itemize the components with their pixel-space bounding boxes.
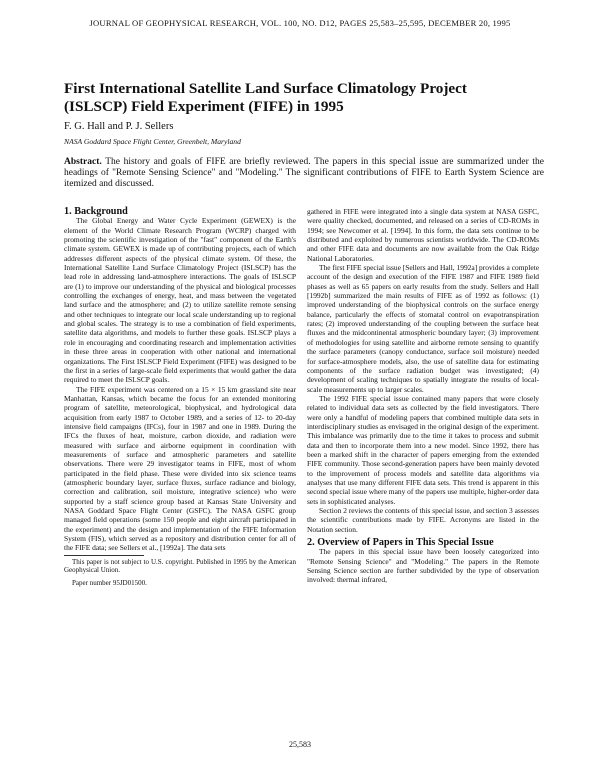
right-paragraph-4: Section 2 reviews the contents of this special issue, and section 3 assesses the scientific contributions made by FIFE. Acronyms are listed in the Notation section.	[307, 506, 539, 534]
footnote-copyright: This paper is not subject to U.S. copyright. Published in 1995 by the American Geophysical Union.	[64, 557, 296, 575]
abstract-text: The history and goals of FIFE are briefly reviewed. The papers in this special issue are summarized under the headings of "Remote Sensing Science" and "Modeling." The significant contributions of FIFE to Earth System Science are itemized and discussed.	[64, 157, 544, 189]
right-paragraph-3: The 1992 FIFE special issue contained many papers that were closely related to individual data sets as collected by the field investigators. There were only a handful of modeling papers that combined multiple data sets in interdisciplinary studies as envisaged in the original design of the experiment. This imbalance was primarily due to the time it takes to process and submit data and then to incorporate them into a new model. Since 1992, there has been a marked shift in the character of papers emerging from the extended FIFE community. Those second-generation papers have been mainly devoted to the improvement of process models and satellite data algorithms via analyses that use many different FIFE data sets. This trend is apparent in this second special issue where many of the papers use multiple, higher-order data sets in sophisticated analyses.	[307, 393, 539, 506]
right-paragraph-5: The papers in this special issue have been loosely categorized into "Remote Sensing Science" and "Modeling." The papers in the Remote Sensing Science section are further subdivided by the type of observation involved: thermal infrared,	[307, 547, 539, 585]
right-column	[307, 207, 539, 585]
left-paragraph-1: The Global Energy and Water Cycle Experiment (GEWEX) is the element of the World Climate Research Program (WCRP) charged with promoting the scientific investigation of the "fast" component of the Earth's climate system. GEWEX is made up of contributing projects, each of which addresses different aspects of the physical climate system. Of these, the International Satellite Land Surface Climatology Project (ISLSCP) has the lead role in addressing land-atmosphere interactions. The goals of ISLSCP are (1) to improve our understanding of the physical and biological processes controlling the exchanges of energy, heat, and mass between the vegetated land surface and the atmosphere; and (2) to utilize satellite remote sensing and other techniques to integrate our local scale understanding up to regional and global scales. The strategy is to use a combination of field experiments, satellite data algorithms, and models to further these goals. ISLSCP plays a role in encouraging and coordinating research and implementation activities in these three areas in cooperation with other national and international organizations. The First ISLSCP Field Experiment (FIFE) was designed to be the first in a series of large-scale field experiments that would gather the data required to meet the ISLSCP goals.	[64, 216, 296, 385]
running-head: JOURNAL OF GEOPHYSICAL RESEARCH, VOL. 100, NO. D12, PAGES 25,583–25,595, DECEMBER 20, 1995	[89, 18, 511, 28]
footnote-paper-number: Paper number 95JD01500.	[72, 578, 147, 587]
authors: F. G. Hall and P. J. Sellers	[64, 121, 174, 132]
affiliation: NASA Goddard Space Flight Center, Greenbelt, Maryland	[64, 137, 241, 146]
abstract	[64, 157, 544, 190]
section-1-heading: 1. Background	[64, 206, 128, 217]
abstract-label: Abstract.	[64, 157, 102, 167]
right-paragraph-1: gathered in FIFE were integrated into a single data system at NASA GSFC, were quality checked, documented, and released on a series of CD-ROMs in 1994; see Newcomer et al. [1994]. In this form, the data sets continue to be distributed and exploited by numerous scientists worldwide. The CD-ROMs and other FIFE data and documents are now available from the Oak Ridge National Laboratories.	[307, 207, 539, 263]
section-2-heading: 2. Overview of Papers in This Special Issue	[307, 537, 494, 549]
right-paragraph-2: The first FIFE special issue [Sellers and Hall, 1992a] provides a complete account of the design and execution of the FIFE 1987 and FIFE 1989 field phases as well as 65 papers on early results from the study. Sellers and Hall [1992b] summarized the main results of FIFE as of 1992 as follows: (1) improved understanding of the biophysical controls on the surface energy balance, particularly the effects of stomatal control on evapotranspiration rates; (2) improved understanding of the coupling between the surface heat fluxes and the midcontinental atmospheric boundary layer; (3) improvement of methodologies for using satellite and airborne remote sensing to quantify the surface parameters (canopy conductance, surface soil moisture) needed for surface-atmosphere models, also, the use of satellite data for estimating components of the surface radiation budget was investigated; (4) development of scaling techniques to spatially integrate the results of local-scale measurements up to larger scales.	[307, 263, 539, 394]
page-number: 25,583	[289, 740, 311, 749]
left-paragraph-2: The FIFE experiment was centered on a 15 × 15 km grassland site near Manhattan, Kansas, which became the focus for an extended monitoring program of satellite, meteorological, biophysical, and hydrological data acquisition from early 1987 to October 1989, and a series of 12- to 20-day intensive field campaigns (IFCs), four in 1987 and one in 1989. During the IFCs the fluxes of heat, moisture, carbon dioxide, and radiation were measured with surface and airborne equipment in coordination with measurements of surface and atmospheric parameters and satellite observations. There were 29 investigator teams in FIFE, most of whom participated in the field phase. These were divided into six science teams (atmospheric boundary layer, surface fluxes, surface radiance and biology, correction and calibration, soil moisture, integrative science) who were supported by a staff science group based at Kansas State University and NASA Goddard Space Flight Center (GSFC). The NASA GSFC group managed field operations (some 150 people and eight aircraft participated in the experiment) and the design and implementation of the FIFE Information System (FIS), which served as a repository and distribution center for all of the FIFE data; see Sellers et al., [1992a]. The data sets	[64, 384, 296, 553]
paper-title: First International Satellite Land Surface Climatology Project (ISLSCP) Field Experiment (FIFE) in 1995	[64, 80, 467, 115]
footnote-rule	[64, 555, 144, 556]
footnotes	[64, 555, 296, 588]
left-column	[64, 207, 296, 587]
